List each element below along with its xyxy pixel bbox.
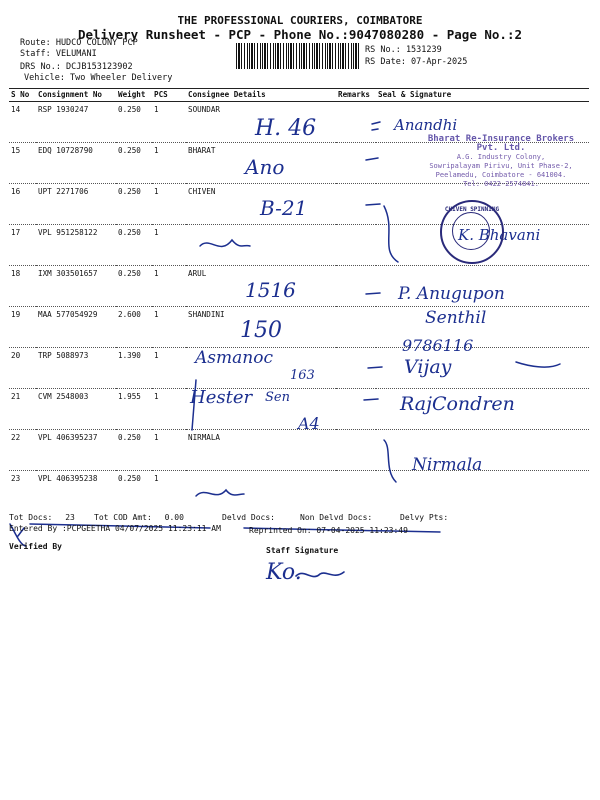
cell-pcs: 1: [152, 307, 186, 348]
cell-sno: 14: [9, 102, 36, 143]
sig-stroke-r20: [516, 362, 560, 367]
cell-consignment: EDQ 10728790: [36, 143, 116, 184]
staff-signature: Ko.: [266, 560, 302, 585]
cell-sno: 15: [9, 143, 36, 184]
entered-by: Entered By :PCPGEETHA 04/07/2025 11:23:11 AM: [9, 524, 221, 533]
reprinted-on: Reprinted On: 07-04-2025 11:23:49: [249, 526, 408, 535]
signature-r21: RajCondren: [400, 393, 515, 415]
col-consignment: Consignment No: [36, 89, 116, 102]
cell-consignee: BHARAT: [186, 143, 336, 184]
dash-mark: [366, 293, 380, 294]
cell-pcs: 1: [152, 266, 186, 307]
verified-by: Verified By: [9, 542, 62, 551]
handwriting-r20a: Asmanoc: [195, 348, 273, 368]
signature-r19: Senthil: [425, 308, 487, 328]
company-title: THE PROFESSIONAL COURIERS, COIMBATORE: [177, 14, 423, 27]
dash-mark: [366, 204, 380, 205]
staff-label: Staff: VELUMANI: [20, 49, 97, 59]
tot-cod-value: 0.00: [164, 513, 184, 522]
signature-r22: Nirmala: [412, 455, 483, 475]
stamp-line-4: Tel: 0422-2574841.: [463, 180, 539, 188]
route-label: Route: HUDCO COLONY PCP: [20, 38, 138, 48]
cell-consignment: UPT 2271706: [36, 184, 116, 225]
cell-weight: 1.390: [116, 348, 152, 389]
signature-r20: Vijay: [404, 356, 452, 378]
cell-consignment: VPL 406395237: [36, 430, 116, 471]
cell-sno: 16: [9, 184, 36, 225]
cell-weight: 0.250: [116, 184, 152, 225]
handwriting-r21a: Hester: [190, 387, 253, 408]
cell-consignee: SHANDINI: [186, 307, 336, 348]
company-stamp: [415, 135, 587, 201]
cell-pcs: 1: [152, 348, 186, 389]
staff-signature-label: Staff Signature: [266, 546, 339, 555]
cell-pcs: 1: [152, 184, 186, 225]
sig-stroke: [384, 206, 398, 262]
drs-number: DRS No.: DCJB153123902: [20, 62, 133, 72]
rs-date: RS Date: 07-Apr-2025: [365, 57, 468, 67]
sig-stroke-r17: [200, 240, 250, 246]
dash-mark: [366, 158, 378, 160]
line-stroke: [192, 380, 196, 430]
cell-weight: 2.600: [116, 307, 152, 348]
stamp-company: Bharat Re-Insurance Brokers Pvt. Ltd.: [427, 134, 575, 153]
rs-number: RS No.: 1531239: [365, 45, 442, 55]
handwriting-r21b: Sen: [265, 390, 290, 405]
cell-consignment: CVM 2548003: [36, 389, 116, 430]
cell-weight: 0.250: [116, 225, 152, 266]
delvy-pts: Delvy Pts:: [400, 513, 449, 522]
tot-cod-label: Tot COD Amt:: [94, 513, 152, 522]
cell-sno: 20: [9, 348, 36, 389]
seal-inner-ring: [452, 212, 490, 250]
vehicle-label: Vehicle: Two Wheeler Delivery: [24, 73, 173, 83]
cell-pcs: 1: [152, 430, 186, 471]
handwriting-r16: B-21: [260, 196, 308, 220]
cell-weight: 0.250: [116, 102, 152, 143]
non-delvd-docs: Non Delvd Docs:: [300, 513, 373, 522]
col-seal-signature: Seal & Signature: [376, 89, 589, 102]
handwriting-r18: 1516: [245, 278, 296, 302]
round-seal: [440, 200, 504, 264]
cell-consignment: TRP 5088973: [36, 348, 116, 389]
staff-signature-stroke: [290, 564, 350, 586]
cell-pcs: 1: [152, 225, 186, 266]
seal-text: CHIVEN SPINNING: [444, 206, 500, 213]
signature-r19-phone: 9786116: [402, 336, 474, 355]
cell-pcs: 1: [154, 474, 159, 483]
handwriting-r19: 150: [240, 318, 282, 343]
cell-consignment: RSP 1930247: [36, 102, 116, 143]
tot-cod: [94, 513, 184, 522]
cell-weight: 0.250: [116, 266, 152, 307]
cell-sno: 22: [9, 430, 36, 471]
sig-stroke-r23: [196, 490, 244, 496]
cell-pcs: 1: [152, 389, 186, 430]
cell-sno: 18: [9, 266, 36, 307]
stamp-line-3: Peelamedu, Coimbatore - 641004.: [435, 171, 567, 179]
col-weight: Weight: [116, 89, 152, 102]
cell-weight: 0.250: [116, 430, 152, 471]
cell-consignment: VPL 406395238: [38, 474, 98, 483]
col-consignee: Consignee Details: [186, 89, 336, 102]
handwriting-r22: A4: [298, 414, 320, 433]
cell-weight: 0.250: [118, 474, 141, 483]
delvd-docs: Delvd Docs:: [222, 513, 275, 522]
dash-mark: [364, 399, 378, 400]
tot-docs: [9, 513, 75, 522]
handwriting-r20b: 163: [290, 368, 315, 383]
cell-consignee: NIRMALA: [186, 430, 336, 471]
sig-stroke-r22: [384, 440, 396, 482]
col-pcs: PCS: [152, 89, 186, 102]
cell-consignee: ARUL: [186, 266, 336, 307]
handwriting-r15: Ano: [245, 155, 285, 179]
check-mark: [372, 122, 380, 130]
stamp-line-1: A.G. Industry Colony,: [456, 153, 546, 161]
cell-pcs: 1: [152, 102, 186, 143]
signature-r18: P. Anugupon: [398, 284, 505, 304]
runsheet-subtitle: Delivery Runsheet - PCP - Phone No.:9047080280 - Page No.:2: [77, 27, 522, 42]
cell-consignment: MAA 577054929: [36, 307, 116, 348]
signature-r14: Anandhi: [394, 116, 458, 134]
tot-docs-label: Tot Docs:: [9, 513, 53, 522]
cell-weight: 0.250: [116, 143, 152, 184]
col-sno: S No: [9, 89, 36, 102]
cell-consignment: VPL 951258122: [36, 225, 116, 266]
tot-docs-value: 23: [65, 513, 75, 522]
cell-consignment: IXM 303501657: [36, 266, 116, 307]
cell-pcs: 1: [152, 143, 186, 184]
stamp-line-2: Sowripalayam Pirivu, Unit Phase-2,: [429, 162, 573, 170]
handwriting-r14: H. 46: [255, 116, 317, 141]
cell-weight: 1.955: [116, 389, 152, 430]
cell-sno: 23: [11, 474, 21, 483]
cell-consignee: SOUNDAR: [186, 102, 336, 143]
cell-sno: 17: [9, 225, 36, 266]
signature-r17: K. Bhavani: [458, 226, 541, 244]
cell-consignee: CHIVEN: [186, 184, 336, 225]
cell-sno: 19: [9, 307, 36, 348]
cell-sno: 21: [9, 389, 36, 430]
dash-mark: [368, 367, 382, 368]
col-remarks: Remarks: [336, 89, 376, 102]
